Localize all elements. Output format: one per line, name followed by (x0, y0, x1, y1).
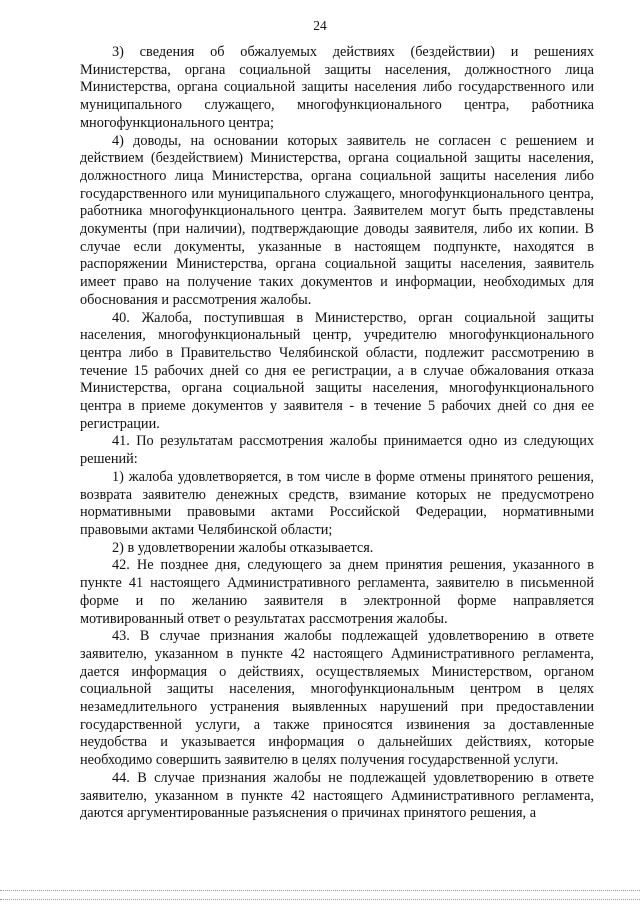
paragraph-42: 42. Не позднее дня, следующего за днем принятия решения, указанного в пункте 41 настоящего Административного регламента, заявителю в письменной форме и по желанию заявителя в электронной форме направляется мотивированный ответ о результатах рассмотрения жалобы. (80, 557, 594, 627)
paragraph-41: 41. По результатам рассмотрения жалобы принимается одно из следующих решений: (80, 433, 594, 468)
paragraph-44: 44. В случае признания жалобы не подлежащей удовлетворению в ответе заявителю, указанном в пункте 42 настоящего Административного регламента, даются аргументированные разъяснения о причинах принятого решения, а (80, 769, 594, 822)
paragraph-item-3: 3) сведения об обжалуемых действиях (бездействии) и решениях Министерства, органа социальной защиты населения, должностного лица Министерства, органа социальной защиты населения либо государственного или муниципального служащего, многофункционального центра, работника многофункционального центра; (80, 44, 594, 131)
paragraph-41-item-1: 1) жалоба удовлетворяется, в том числе в форме отмены принятого решения, возврата заявителю денежных средств, взимание которых не предусмотрено нормативными правовыми актами Российской Федерации, нормативными правовыми актами Челябинской области; (80, 468, 594, 538)
bottom-divider (0, 899, 640, 900)
paragraph-41-item-2: 2) в удовлетворении жалобы отказывается. (112, 539, 374, 556)
document-body (80, 44, 594, 823)
page-number: 24 (313, 18, 327, 33)
paragraph-item-4: 4) доводы, на основании которых заявитель не согласен с решением и действием (бездействием) Министерства, органа социальной защиты населения, должностного лица Министерства, органа социальной защиты населения либо государственного или муниципального служащего, многофункционального центра, работника многофункционального центра. Заявителем могут быть представлены документы (при наличии), подтверждающие доводы заявителя, либо их копии. В случае если документы, указанные в настоящем подпункте, находятся в распоряжении Министерства, органа социальной защиты населения, заявитель имеет право на получение таких документов и информации, необходимых для обоснования и рассмотрения жалобы. (80, 132, 594, 308)
paragraph-43: 43. В случае признания жалобы подлежащей удовлетворению в ответе заявителю, указанном в пункте 42 настоящего Административного регламента, дается информация о действиях, осуществляемых Министерством, органом социальной защиты населения, многофункциональным центром в целях незамедлительного устранения выявленных нарушений при предоставлении государственной услуги, а также приносятся извинения за доставленные неудобства и указывается информация о дальнейших действиях, которые необходимо совершить заявителю в целях получения государственной услуги. (80, 628, 594, 769)
paragraph-40: 40. Жалоба, поступившая в Министерство, орган социальной защиты населения, многофункциональный центр, учредителю многофункционального центра либо в Правительство Челябинской области, подлежит рассмотрению в течение 15 рабочих дней со дня ее регистрации, а в случае обжалования отказа Министерства, органа социальной защиты населения, многофункционального центра в приеме документов у заявителя - в течение 5 рабочих дней со дня ее регистрации. (80, 309, 594, 432)
bottom-divider (0, 890, 640, 891)
